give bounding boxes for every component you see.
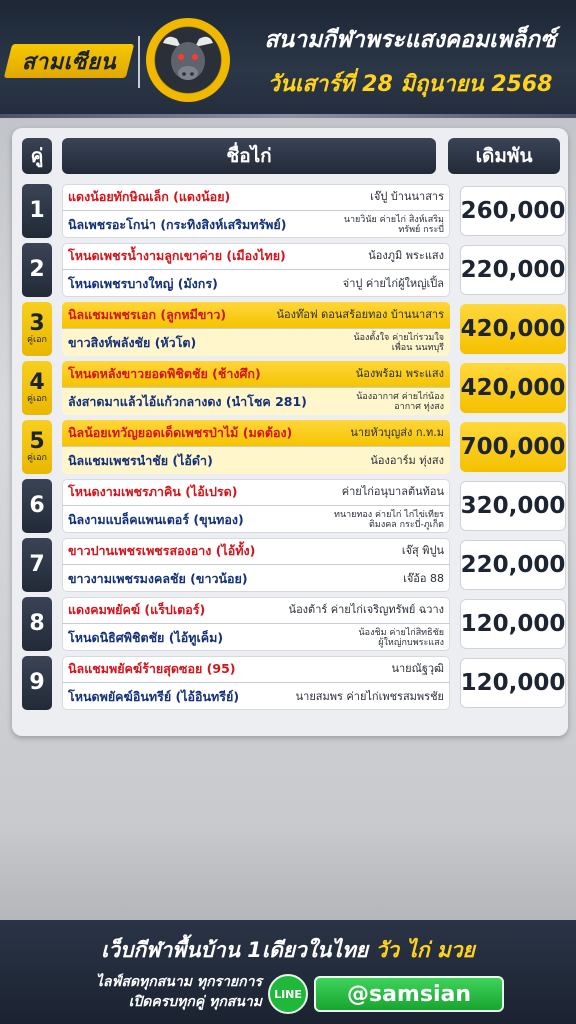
cock-names [62, 656, 450, 710]
stadium-title: สนามกีฬาพระแสงคอมเพล็กซ์ [264, 27, 556, 53]
footer-tagline-2: เปิดครบทุกคู่ ทุกสนาม [128, 994, 262, 1010]
blue-corner-owner: นายสมพร ค่ายไก่เพชรสมพรชัย [295, 689, 444, 703]
footer-tagline-1: ไลฟ์สดทุกสนาม ทุกรายการ [95, 974, 262, 990]
cock-names [62, 302, 450, 356]
cock-names [62, 184, 450, 238]
red-corner-cock: โหนดงามเพชรภาคิน (ไอ้เปรด) [68, 484, 238, 499]
red-corner-owner: เจ๊ปู บ้านนาสาร [370, 190, 444, 203]
red-corner-cock: นิลแชมพยัคฆ์ร้ายสุดซอย (95) [68, 661, 236, 676]
red-corner-cock: แดงคมพยัคฆ์ (แร็ปเตอร์) [68, 602, 206, 617]
pair-number: 7 [29, 552, 45, 577]
bet-amount: 420,000 [460, 304, 566, 354]
blue-corner-owner: ทนายทอง ค่ายไก่ ไก่ไข่เทียรติมงคล กระบี่-ภูเก็ต [334, 509, 444, 530]
footer-headline-sports: วัว ไก่ มวย [375, 938, 475, 962]
match-row [12, 184, 568, 238]
cock-names [62, 243, 450, 297]
match-row [12, 656, 568, 710]
cock-names [62, 479, 450, 533]
red-corner-owner: ค่ายไก่อนุบาลต้นท้อน [341, 485, 444, 498]
blue-corner-cock: ลังสาดมาแล้วไอ้แก้วกลางดง (นำโชค 281) [68, 393, 307, 409]
brand-name: สามเซียน [21, 49, 117, 75]
bet-amount: 220,000 [460, 245, 566, 295]
red-corner-owner: นายณัฐวุฒิ [391, 662, 444, 675]
red-corner-line [62, 302, 450, 329]
pair-number: 2 [29, 257, 45, 282]
event-date: วันเสาร์ที่ 28 มิถุนายน 2568 [267, 72, 553, 97]
red-corner-cock: นิลน้อยเทวัญยอดเด็ดเพชรป่าไม้ (มดต้อง) [68, 425, 293, 440]
red-corner-cock: โหนดหลังขาวยอดพิชิตชัย (ช้างศึก) [68, 366, 261, 381]
footer-headline [0, 934, 576, 967]
brand-divider [138, 36, 140, 88]
blue-corner-line [62, 388, 450, 415]
match-row [12, 361, 568, 415]
pair-number: 6 [29, 493, 45, 518]
pair-number-badge [22, 302, 52, 356]
pair-number: 4 [29, 370, 45, 395]
red-corner-owner: นายหัวบุญส่ง ก.ท.ม [350, 426, 444, 439]
pair-number: 1 [29, 198, 45, 223]
bet-amount: 420,000 [460, 363, 566, 413]
red-corner-owner: เจ๊สุ พิปูน [401, 544, 444, 557]
cock-names [62, 597, 450, 651]
pair-number-badge [22, 361, 52, 415]
match-row [12, 420, 568, 474]
main-pair-tag: คู่เอก [27, 453, 47, 463]
red-corner-line [62, 184, 450, 211]
pair-number-badge [22, 479, 52, 533]
match-row [12, 479, 568, 533]
blue-corner-owner: จ่าปู ค่ายไก่ผู้ใหญ่เปิ้ล [342, 276, 444, 290]
match-row [12, 597, 568, 651]
red-corner-line [62, 420, 450, 447]
blue-corner-owner: เจ๊อ้อ 88 [403, 571, 444, 585]
red-corner-line [62, 538, 450, 565]
header-pair-number: คู่ [22, 138, 52, 174]
blue-corner-line [62, 447, 450, 474]
cock-names [62, 538, 450, 592]
blue-corner-owner: น้องอาร์ม ทุ่งสง [370, 453, 444, 467]
red-corner-line [62, 243, 450, 270]
bet-amount: 260,000 [460, 186, 566, 236]
pair-number-badge [22, 184, 52, 238]
blue-corner-line [62, 683, 450, 710]
header-bet: เดิมพัน [448, 138, 560, 174]
match-row [12, 538, 568, 592]
pair-number-badge [22, 538, 52, 592]
red-corner-line [62, 479, 450, 506]
bet-amount: 220,000 [460, 540, 566, 590]
cock-names [62, 420, 450, 474]
blue-corner-owner: น้องชิม ค่ายไก่สิทธิชัย ผู้ใหญ่กบพระแสง [358, 627, 444, 648]
bet-amount: 700,000 [460, 422, 566, 472]
red-corner-owner: น้องท๊อฟ ดอนสร้อยทอง บ้านนาสาร [276, 308, 444, 321]
footer-tagline [62, 972, 262, 1012]
pair-number-badge [22, 597, 52, 651]
blue-corner-cock: นิลแชมเพชรนำชัย (ไอ้ดำ) [68, 452, 213, 468]
blue-corner-cock: นิลงามแบล็คแพนเตอร์ (ขุนทอง) [68, 511, 244, 527]
pair-number: 9 [29, 670, 45, 695]
blue-corner-line [62, 211, 450, 238]
bet-amount: 120,000 [460, 599, 566, 649]
red-corner-owner: น้องพร้อม พระแสง [355, 367, 444, 380]
blue-corner-line [62, 624, 450, 651]
blue-corner-cock: โหนดเพชรบางใหญ่ (มังกร) [68, 275, 218, 291]
match-table [12, 128, 568, 736]
header-cock-name: ชื่อไก่ [62, 138, 436, 174]
blue-corner-cock: นิลเพชรอะโกน่า (กระทิงสิงห์เสริมทรัพย์) [68, 216, 287, 232]
bet-amount: 120,000 [460, 658, 566, 708]
bet-amount: 320,000 [460, 481, 566, 531]
blue-corner-cock: โหนดพยัคฆ์อินทรีย์ (ไอ้อินทรีย์) [68, 688, 240, 704]
cock-names [62, 361, 450, 415]
footer-headline-main: เว็บกีฬาพื้นบ้าน 1เดียวในไทย [101, 938, 369, 962]
line-handle-button[interactable]: @samsian [314, 976, 504, 1012]
pair-number: 5 [29, 429, 45, 454]
red-corner-line [62, 597, 450, 624]
red-corner-line [62, 656, 450, 683]
red-corner-owner: น้องต้าร์ ค่ายไก่เจริญทรัพย์ ฉวาง [288, 603, 444, 616]
red-corner-cock: นิลแชมเพชรเอก (ลูกหมีขาว) [68, 307, 227, 322]
brand-badge [4, 44, 134, 78]
red-corner-cock: แดงน้อยทักษิณเล็ก (แดงน้อย) [68, 189, 231, 204]
blue-corner-cock: โหนดนิธิศพิชิตชัย (ไอ้ทูเค็ม) [68, 629, 224, 645]
blue-corner-owner: น้องอากาศ ค่ายไก่น้องอากาศ ทุ่งสง [356, 391, 444, 412]
pair-number-badge [22, 656, 52, 710]
blue-corner-cock: ขาวสิงห์พลังชัย (หัวโต) [68, 334, 197, 350]
header [0, 0, 576, 118]
blue-corner-line [62, 506, 450, 533]
blue-corner-owner: น้องตั้งใจ ค่ายไก่รวมใจเพื่อน นนทบุรี [353, 332, 444, 353]
bull-logo-icon [146, 18, 230, 102]
red-corner-line [62, 361, 450, 388]
blue-corner-line [62, 329, 450, 356]
pair-number-badge [22, 420, 52, 474]
red-corner-owner: น้องภูมิ พระแสง [368, 249, 444, 262]
main-pair-tag: คู่เอก [27, 335, 47, 345]
pair-number: 8 [29, 611, 45, 636]
blue-corner-line [62, 270, 450, 297]
blue-corner-line [62, 565, 450, 592]
match-row [12, 243, 568, 297]
pair-number-badge [22, 243, 52, 297]
main-pair-tag: คู่เอก [27, 394, 47, 404]
blue-corner-owner: นายวินัย ค่ายไก่ สิงห์เสริมทรัพย์ กระบี่ [343, 214, 444, 235]
red-corner-cock: โหนดเพชรน้ำงามลูกเขาค่าย (เมืองไทย) [68, 248, 286, 263]
pair-number: 3 [29, 311, 45, 336]
match-row [12, 302, 568, 356]
line-app-icon[interactable]: LINE [268, 974, 308, 1014]
red-corner-cock: ขาวปานเพชรเพชรสองอาง (ไอ้ทั้ง) [68, 543, 256, 558]
blue-corner-cock: ขาวงามเพชรมงคลชัย (ขาวน้อย) [68, 570, 248, 586]
